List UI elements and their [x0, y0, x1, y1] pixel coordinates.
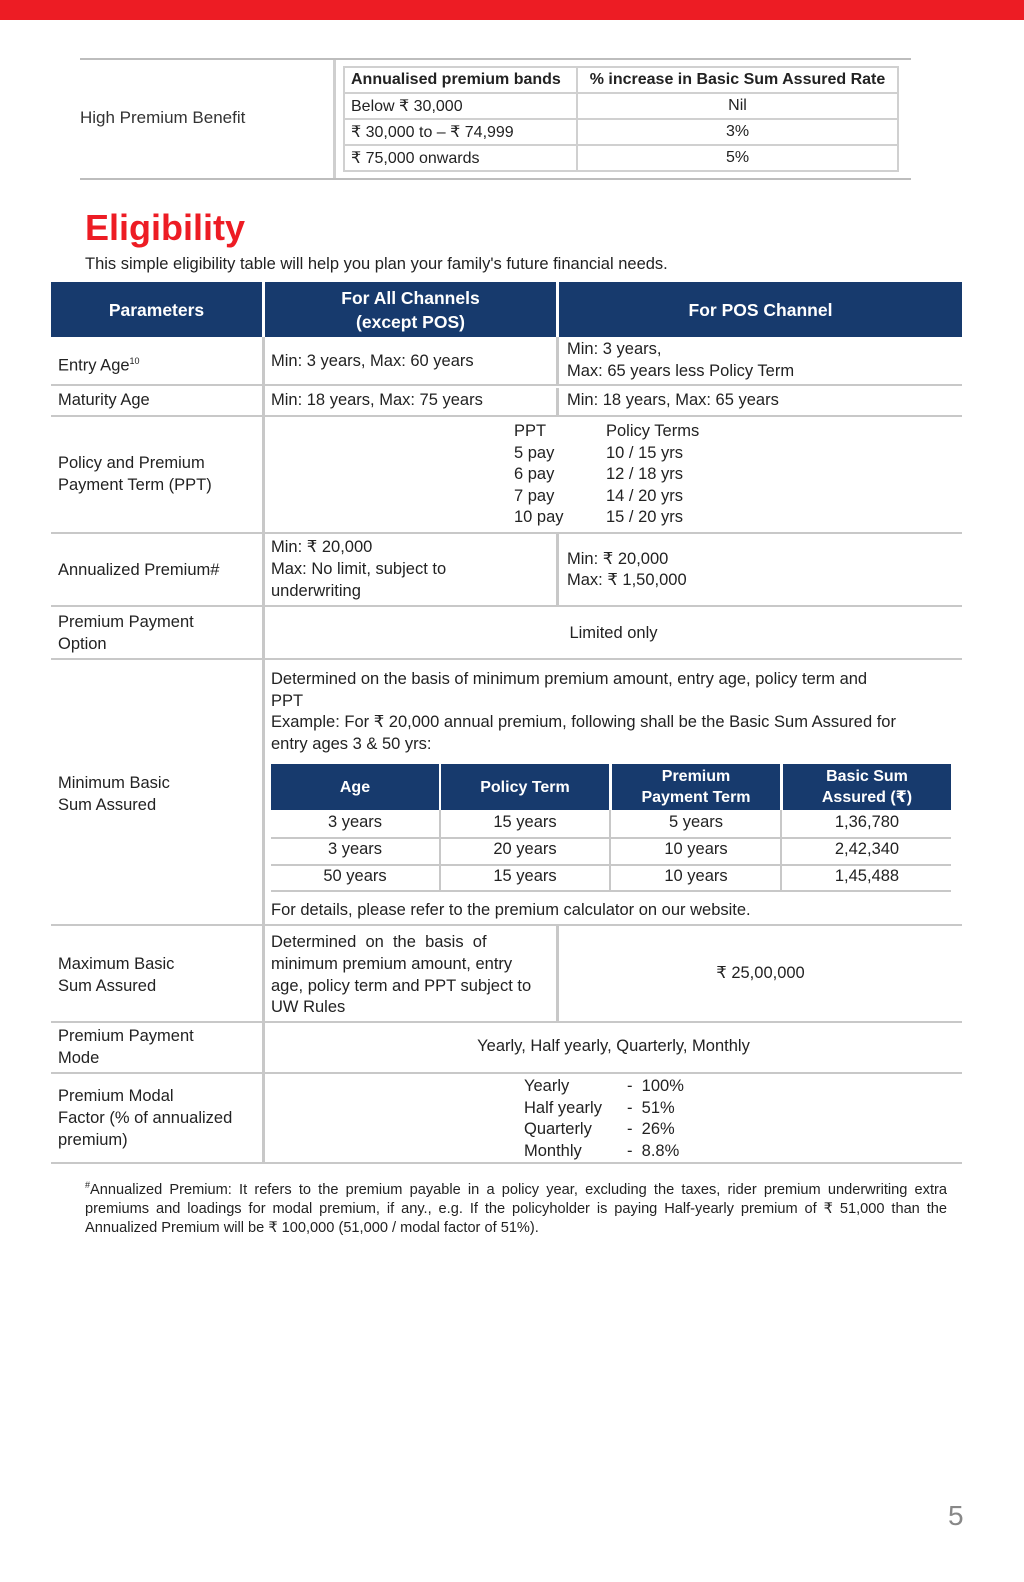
example-ppt-cell: 10 years [664, 840, 728, 858]
table-row [344, 119, 898, 145]
policy-term-value: 12 / 18 yrs [606, 465, 684, 483]
min-bsa-label-line1: Minimum Basic [58, 774, 170, 792]
ppt-label-line1: Policy and Premium [58, 454, 205, 472]
header-parameters: Parameters [51, 282, 262, 337]
entry-age-footnote: 10 [129, 356, 140, 366]
policy-terms-col-header: Policy Terms [606, 422, 700, 440]
band-cell: ₹ 30,000 to – ₹ 74,999 [344, 119, 577, 145]
policy-term-value: 14 / 20 yrs [606, 487, 684, 505]
annualized-premium-pos-line2: Max: ₹ 1,50,000 [567, 571, 687, 589]
policy-term-value: 10 / 15 yrs [606, 444, 684, 462]
footnote-text: Annualized Premium: It refers to the premium payable in a policy year, excluding the taxes, rider premium underwriting extra premiums and loadings for modal premium, if any., e.g. If the policyholder is paying Half-yearly premium of ₹ 51,000 than the Annualized Premium will be ₹ 100,000 (51,000 / modal factor of 51%). [85, 1181, 947, 1236]
premium-bands-table [343, 66, 899, 172]
annualized-premium-label: Annualized Premium# [58, 561, 220, 579]
min-bsa-label-line2: Sum Assured [58, 796, 157, 814]
header-all-channels-line1: For All Channels [341, 287, 480, 308]
example-divider [609, 810, 611, 890]
example-bsa-cell: 2,42,340 [834, 840, 900, 858]
header-all-channels-line2: (except POS) [356, 311, 465, 332]
entry-age-all: Min: 3 years, Max: 60 years [271, 352, 474, 370]
max-bsa-all-line2: minimum premium amount, entry [271, 955, 513, 973]
modal-factor-label-line3: premium) [58, 1131, 128, 1149]
footnote-marker: # [85, 1180, 91, 1190]
row-divider [51, 415, 962, 417]
increase-cell: Nil [577, 93, 898, 119]
premium-payment-mode-label-line1: Premium Payment [58, 1027, 194, 1045]
modal-frequency: Quarterly [524, 1120, 592, 1138]
min-bsa-text-line1: Determined on the basis of minimum premium amount, entry age, policy term and [271, 670, 868, 688]
example-age-cell: 50 years [323, 867, 387, 885]
increase-cell: 3% [577, 119, 898, 145]
ppt-value: 6 pay [514, 465, 555, 483]
band-cell: Below ₹ 30,000 [344, 93, 577, 119]
column-divider [556, 534, 559, 607]
table-row [344, 145, 898, 171]
row-divider [51, 532, 962, 534]
eligibility-subtitle: This simple eligibility table will help you plan your family's future financial needs. [85, 255, 668, 273]
modal-factor-value: - 51% [627, 1099, 675, 1117]
page-number: 5 [948, 1500, 964, 1531]
high-premium-benefit-label: High Premium Benefit [80, 108, 246, 127]
annualized-premium-all-line2: Max: No limit, subject to [271, 560, 447, 578]
column-divider [556, 388, 559, 417]
entry-age-pos-line2: Max: 65 years less Policy Term [567, 362, 795, 380]
min-bsa-text-line3: Example: For ₹ 20,000 annual premium, following shall be the Basic Sum Assured for [271, 713, 896, 731]
max-bsa-all-line1: Determined on the basis of [271, 933, 487, 951]
annualized-premium-all-line1: Min: ₹ 20,000 [271, 538, 373, 556]
band-cell: ₹ 75,000 onwards [344, 145, 577, 171]
premium-payment-option-label-line2: Option [58, 635, 107, 653]
entry-age-text: Entry Age [58, 356, 130, 375]
policy-term-value: 15 / 20 yrs [606, 508, 684, 526]
maturity-age-pos: Min: 18 years, Max: 65 years [567, 391, 779, 409]
example-ppt-cell: 10 years [664, 867, 728, 885]
premium-payment-option-value: Limited only [569, 624, 658, 642]
example-row-divider [271, 890, 951, 892]
modal-frequency: Monthly [524, 1142, 582, 1160]
annualized-premium-pos-line1: Min: ₹ 20,000 [567, 550, 669, 568]
max-bsa-label-line1: Maximum Basic [58, 955, 175, 973]
premium-payment-mode-label-line2: Mode [58, 1049, 100, 1067]
example-bsa-cell: 1,45,488 [834, 867, 900, 885]
ppt-value: 10 pay [514, 508, 564, 526]
modal-frequency: Half yearly [524, 1099, 602, 1117]
max-bsa-all-line4: UW Rules [271, 998, 346, 1016]
entry-age-pos-line1: Min: 3 years, [567, 340, 662, 358]
premium-payment-mode-value: Yearly, Half yearly, Quarterly, Monthly [477, 1037, 750, 1055]
example-row-divider [271, 837, 951, 839]
ppt-col-header: PPT [514, 422, 547, 440]
column-divider [333, 60, 336, 178]
row-divider [51, 384, 962, 386]
min-bsa-footer: For details, please refer to the premium calculator on our website. [271, 901, 751, 919]
high-premium-benefit-section [80, 58, 911, 180]
min-bsa-text-line4: entry ages 3 & 50 yrs: [271, 735, 432, 753]
ppt-value: 7 pay [514, 487, 555, 505]
example-row-divider [271, 864, 951, 866]
row-divider [51, 658, 962, 660]
example-header-age: Age [271, 764, 439, 810]
bands-header: Annualised premium bands [344, 67, 577, 93]
header-all-channels [265, 282, 556, 337]
max-bsa-label-line2: Sum Assured [58, 977, 157, 995]
row-divider [51, 924, 962, 926]
premium-payment-option-label-line1: Premium Payment [58, 613, 194, 631]
annualized-premium-all-line3: underwriting [271, 582, 361, 600]
maturity-age-label: Maturity Age [58, 391, 150, 409]
example-header-ppt: Premium Payment Term [612, 764, 780, 810]
example-policy-term-cell: 15 years [493, 867, 557, 885]
increase-cell: 5% [577, 145, 898, 171]
row-divider [51, 1021, 962, 1023]
example-divider [780, 810, 782, 890]
row-divider [51, 605, 962, 607]
eligibility-title: Eligibility [85, 207, 246, 248]
example-age-cell: 3 years [327, 840, 383, 858]
modal-factor-label-line2: Factor (% of annualized [58, 1109, 233, 1127]
row-divider [51, 1072, 962, 1074]
column-divider [556, 337, 559, 386]
ppt-value: 5 pay [514, 444, 555, 462]
example-ppt-cell: 5 years [668, 813, 724, 831]
modal-frequency: Yearly [524, 1077, 570, 1095]
max-bsa-all-line3: age, policy term and PPT subject to [271, 977, 532, 995]
example-header-bsa: Basic Sum Assured (₹) [783, 764, 951, 810]
modal-factor-value: - 8.8% [627, 1142, 680, 1160]
max-bsa-pos: ₹ 25,00,000 [716, 964, 805, 982]
header-pos-channel: For POS Channel [559, 282, 962, 337]
example-age-cell: 3 years [327, 813, 383, 831]
example-policy-term-cell: 15 years [493, 813, 557, 831]
ppt-label-line2: Payment Term (PPT) [58, 476, 212, 494]
example-bsa-cell: 1,36,780 [834, 813, 900, 831]
increase-header: % increase in Basic Sum Assured Rate [577, 67, 898, 93]
example-policy-term-cell: 20 years [493, 840, 557, 858]
top-accent-bar [0, 0, 1024, 20]
min-bsa-text-line2: PPT [271, 692, 304, 710]
table-row [344, 93, 898, 119]
entry-age-label [58, 350, 140, 377]
row-divider [51, 1162, 962, 1164]
modal-factor-value: - 100% [627, 1077, 684, 1095]
maturity-age-all: Min: 18 years, Max: 75 years [271, 391, 483, 409]
modal-factor-value: - 26% [627, 1120, 675, 1138]
example-header-policy-term: Policy Term [441, 764, 609, 810]
modal-factor-label-line1: Premium Modal [58, 1087, 174, 1105]
annualized-premium-footnote [85, 1176, 947, 1238]
